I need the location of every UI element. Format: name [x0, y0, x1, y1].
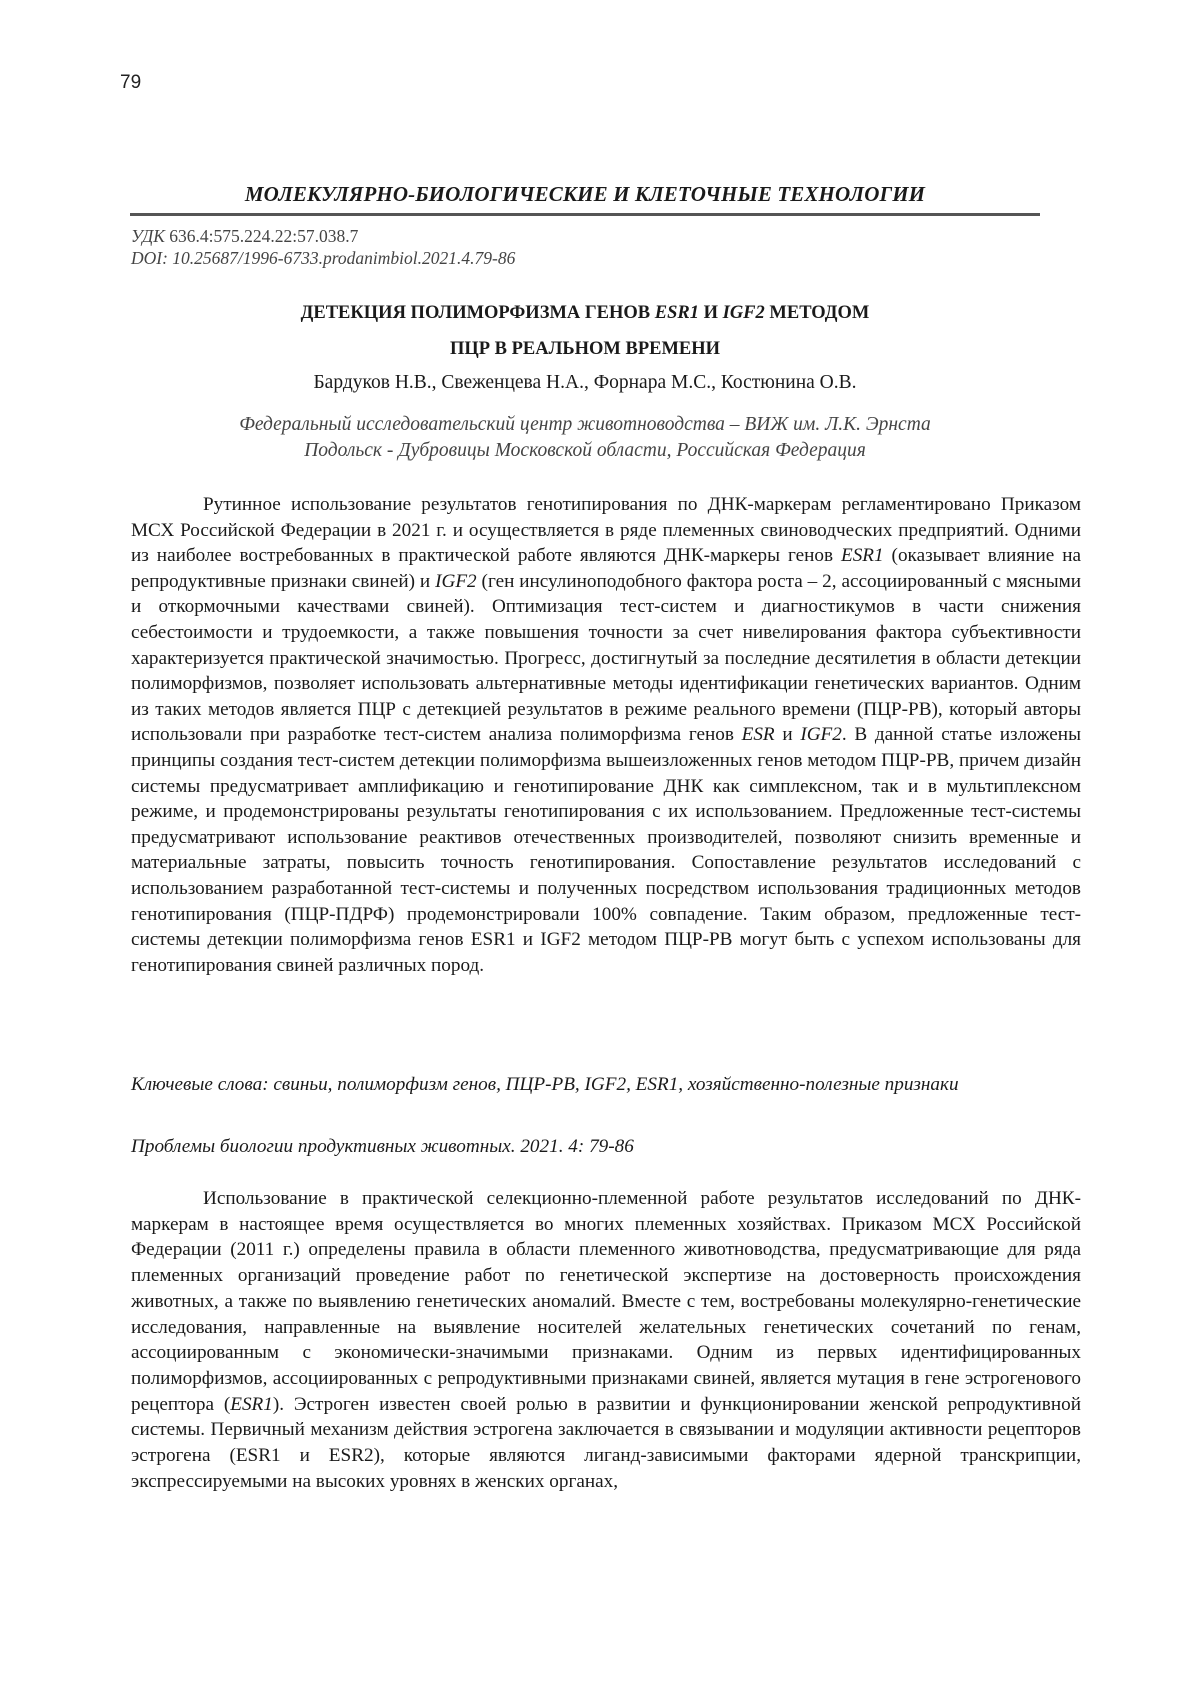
article-title	[130, 295, 1040, 367]
keywords: Ключевые слова: свиньи, полиморфизм генов, ПЦР-РВ, IGF2, ESR1, хозяйственно-полезные признаки	[131, 1074, 959, 1095]
body-text: ). Эстроген известен своей ролью в развитии и функционировании женской репродуктивной системы. Первичный механизм действия эстрогена заключается в связывании и модуляции активности рецепторов эстрогена (ESR1 и ESR2), которые являются лиганд-зависимыми факторами ядерной транскрипции, экспрессируемыми на высоких уровнях в женских органах,	[131, 1393, 1082, 1492]
abstract-text: Рутинное использование результатов генотипирования по ДНК-маркерам регламентировано Приказом МСХ Российской Федерации в 2021 г. и осуществляется в ряде племенных свиноводческих предприятий. Одними из наиболее востребованных в практической работе являются ДНК-маркеры генов	[131, 494, 1081, 567]
gene-name: ESR1	[230, 1393, 273, 1415]
abstract-text: (ген инсулиноподобного фактора роста – 2, ассоциированный с мясными и откормочными качествами свиней). Оптимизация тест-систем и диагностикумов в части снижения себестоимости и трудоемкости, а также повышения точности за счет нивелирования фактора субъективности характеризуется практической значимостью. Прогресс, достигнутый за последние десятилетия в области детекции полиморфизмов, позволяет использовать альтернативные методы идентификации генетических вариантов. Одним из таких методов является ПЦР с детекцией результатов в режиме реального времени (ПЦР-РВ), который авторы использовали при разработке тест-систем анализа полиморфизма генов	[131, 570, 1082, 746]
gene-name: IGF2	[800, 724, 842, 746]
affiliation	[130, 412, 1040, 464]
article-meta	[131, 225, 515, 269]
gene-name: ESR1	[840, 545, 884, 567]
title-text: МЕТОДОМ	[764, 303, 870, 323]
affiliation-line-1: Федеральный исследовательский центр животноводства – ВИЖ им. Л.К. Эрнста	[239, 414, 931, 435]
title-text: И	[698, 303, 723, 323]
udk-value: 636.4:575.224.22:57.038.7	[169, 226, 359, 246]
affiliation-line-2: Подольск - Дубровицы Московской области, Российская Федерация	[304, 440, 866, 461]
title-line-2: ПЦР В РЕАЛЬНОМ ВРЕМЕНИ	[449, 339, 721, 359]
citation: Проблемы биологии продуктивных животных. 2021. 4: 79-86	[131, 1136, 634, 1157]
abstract-text: и	[774, 724, 801, 746]
page-number: 79	[120, 72, 142, 93]
abstract-text: (оказывает влияние на репродуктивные признаки свиней) и	[131, 545, 1081, 592]
doi-line	[131, 247, 515, 269]
body-text: Использование в практической селекционно-племенной работе результатов исследований по ДНК-маркерам в настоящее время осуществляется во многих племенных хозяйствах. Приказом МСХ Российской Федерации (2011 г.) определены правила в области племенного животноводства, предусматривающие для ряда племенных организаций проведение работ по генетической экспертизе на достоверность происхождения животных, а также по выявлению генетических аномалий. Вместе с тем, востребованы молекулярно-генетические исследования, направленные на выявление носителей желательных генетических сочетаний по генам, ассоциированным с экономически-значимыми признаками. Одним из первых идентифицированных полиморфизмов, ассоциированных с репродуктивными признаками свиней, является мутация в гене эстрогенового рецептора (	[131, 1188, 1081, 1415]
authors: Бардуков Н.В., Свеженцева Н.А., Форнара М.С., Костюнина О.В.	[313, 372, 857, 393]
title-line-1	[130, 295, 1040, 331]
title-gene: ESR1	[654, 303, 699, 323]
doi: DOI: 10.25687/1996-6733.prodanimbiol.2021.4.79-86	[131, 248, 516, 268]
section-header: МОЛЕКУЛЯРНО-БИОЛОГИЧЕСКИЕ И КЛЕТОЧНЫЕ ТЕХНОЛОГИИ	[244, 182, 926, 206]
udk-line	[131, 225, 515, 247]
gene-name: IGF2	[435, 570, 477, 592]
abstract-text: . В данной статье изложены принципы создания тест-систем детекции полиморфизма вышеизложенных генов методом ПЦР-РВ, причем дизайн системы предусматривает амплификацию и генотипирование ДНК как симплексном, так и в мультиплексном режиме, и продемонстрированы результаты генотипирования с их использованием. Предложенные тест-системы предусматривают использование реактивов отечественных производителей, позволяют снизить временные и материальные затраты, повысить точность генотипирования. Сопоставление результатов исследований с использованием разработанной тест-системы и полученных посредством использования традиционных методов генотипирования (ПЦР-ПДРФ) продемонстрировали 100% совпадение. Таким образом, предложенные тест-системы детекции полиморфизма генов ESR1 и IGF2 методом ПЦР-РВ могут быть с успехом использованы для генотипирования свиней различных пород.	[131, 724, 1081, 976]
title-text: ДЕТЕКЦИЯ ПОЛИМОРФИЗМА ГЕНОВ	[300, 303, 655, 323]
gene-name: ESR	[741, 724, 775, 746]
title-gene: IGF2	[722, 303, 765, 323]
section-divider	[130, 213, 1040, 216]
abstract	[131, 492, 1081, 978]
udk-label: УДК	[131, 226, 165, 246]
body-paragraph	[131, 1186, 1081, 1494]
